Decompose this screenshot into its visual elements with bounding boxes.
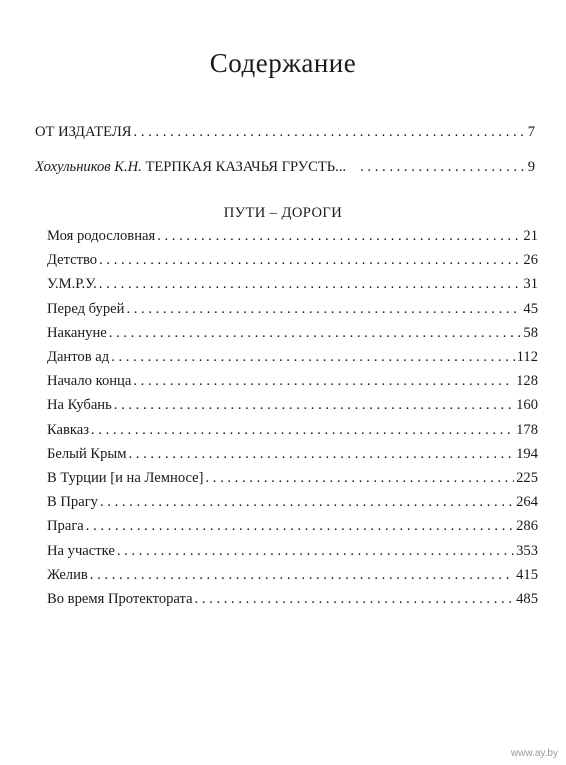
toc-entry-label: Белый Крым — [47, 445, 127, 462]
toc-entry — [47, 518, 538, 535]
toc-entry-label: На Кубань — [47, 397, 112, 414]
leader-dots — [109, 325, 522, 342]
toc-entry-label: Моя родословная — [47, 228, 156, 244]
toc-entry — [47, 591, 538, 608]
toc-entry-page: 178 — [516, 421, 538, 438]
page-title: Содержание — [209, 48, 357, 78]
leader-dots — [157, 228, 521, 245]
toc-entry-page: 21 — [523, 228, 538, 244]
toc-entry-page: 286 — [516, 518, 538, 535]
toc-entry-label: Во время Протектората — [47, 591, 193, 607]
leader-dots — [114, 397, 514, 414]
toc-entry-page: 112 — [516, 349, 538, 365]
toc-entry — [47, 276, 538, 293]
toc-entry-page: 353 — [516, 542, 538, 559]
toc-entry-label: Накануне — [47, 324, 107, 341]
toc-entry — [47, 422, 538, 439]
toc-entry-page: 225 — [516, 470, 538, 486]
toc-entry — [47, 325, 538, 342]
toc-entry-page: 194 — [516, 445, 538, 462]
toc-entry-page: 160 — [516, 397, 538, 414]
leader-dots — [126, 301, 521, 318]
toc-entry-publisher — [35, 124, 535, 141]
toc-entry-foreword — [35, 159, 535, 176]
toc-entry-label: На участке — [47, 542, 115, 559]
toc-entry-label: В Турции [и на Лемносе] — [47, 470, 204, 486]
toc-entry-label: Детство — [47, 252, 98, 269]
leader-dots — [91, 422, 514, 439]
toc-entry — [47, 397, 538, 414]
leader-dots — [99, 252, 521, 269]
toc-entry-title: ТЕРПКАЯ КАЗАЧЬЯ ГРУСТЬ... — [145, 159, 347, 175]
toc-entry — [47, 373, 538, 390]
toc-entry-label: Начало конца — [47, 373, 132, 390]
toc-entry-page: 128 — [516, 373, 538, 390]
toc-entry-label: Прага — [47, 518, 84, 535]
toc-entry-label: В Прагу — [47, 494, 98, 511]
toc-entry-author: Хохульников К.Н. — [35, 159, 142, 175]
leader-dots — [205, 470, 514, 487]
leader-dots — [195, 591, 515, 608]
toc-entry-page: 58 — [523, 324, 538, 341]
toc-entry-label: ОТ ИЗДАТЕЛЯ — [35, 124, 132, 140]
leader-dots — [100, 494, 514, 511]
toc-entry-label: Кавказ — [47, 421, 90, 438]
toc-entry-label: Желив — [47, 566, 88, 583]
toc-entry — [47, 301, 538, 318]
toc-entry — [47, 252, 538, 269]
toc-entry — [47, 228, 538, 245]
toc-entry-page: 7 — [527, 124, 535, 140]
toc-entry-page: 26 — [523, 252, 538, 269]
toc-entry-page: 485 — [516, 591, 538, 607]
toc-entry — [47, 446, 538, 463]
watermark: www.ay.by — [510, 748, 558, 759]
leader-dots — [111, 349, 514, 366]
toc-entry-page: 264 — [516, 494, 538, 511]
leader-dots — [133, 373, 514, 390]
toc-entry — [47, 349, 538, 366]
toc-entry — [47, 567, 538, 584]
section-heading: ПУТИ – ДОРОГИ — [223, 205, 343, 221]
toc-entry-page: 415 — [516, 566, 538, 583]
toc-entry — [47, 470, 538, 487]
toc-entry — [47, 543, 538, 560]
toc-entry-page: 45 — [523, 300, 538, 317]
leader-dots — [360, 159, 526, 176]
toc-entry-label — [35, 159, 346, 176]
leader-dots — [99, 276, 522, 293]
toc-entry — [47, 494, 538, 511]
leader-dots — [128, 446, 514, 463]
toc-entry-page: 31 — [523, 276, 538, 293]
leader-dots — [86, 518, 514, 535]
toc-entry-page: 9 — [527, 159, 535, 175]
leader-dots — [90, 567, 514, 584]
toc-entry-label: У.М.Р.У. — [47, 276, 97, 293]
leader-dots — [134, 124, 526, 141]
toc-entry-label: Дантов ад — [47, 349, 110, 365]
leader-dots — [117, 543, 514, 560]
toc-entry-label: Перед бурей — [47, 300, 125, 317]
